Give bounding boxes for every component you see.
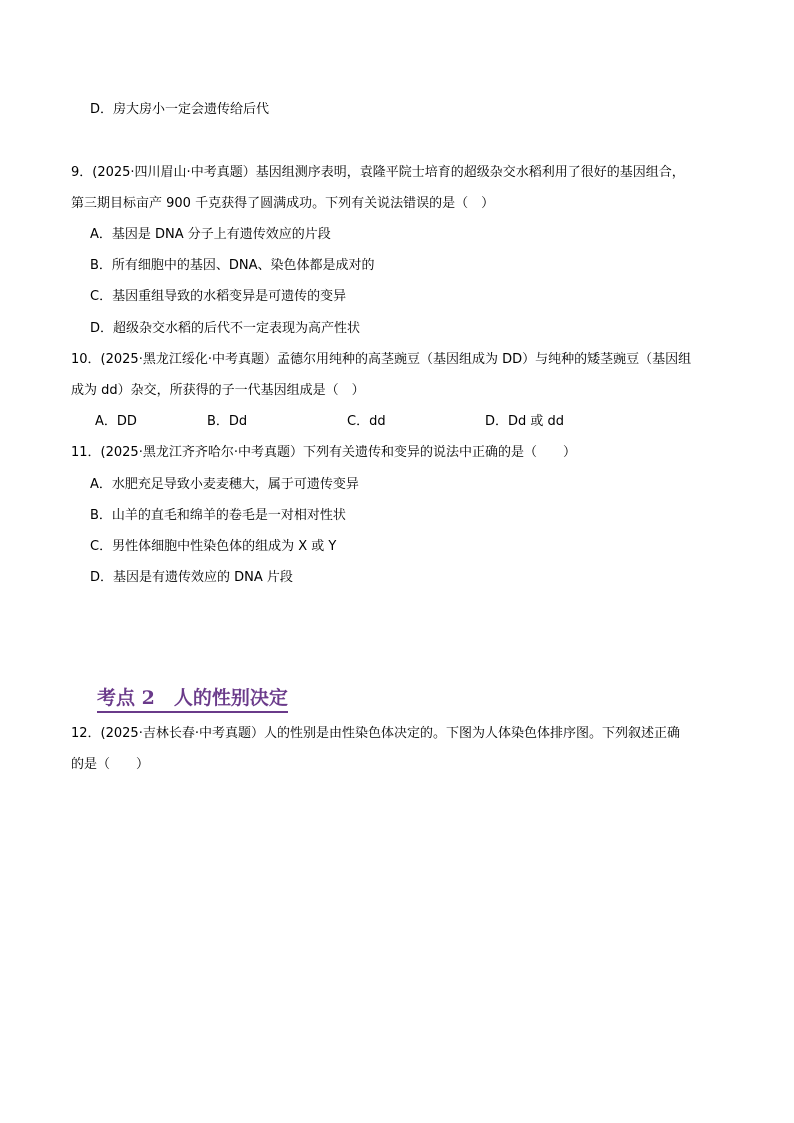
q10-option-b: B．Dd	[207, 414, 248, 429]
q9-option-c: C．基因重组导致的水稻变异是可遗传的变异	[90, 289, 347, 304]
q9-option-a: A．基因是 DNA 分子上有遗传效应的片段	[90, 227, 331, 242]
q11-option-b: B．山羊的直毛和绵羊的卷毛是一对相对性状	[90, 508, 346, 523]
q10-option-c: C．dd	[347, 414, 386, 429]
q9-option-d: D．超级杂交水稻的后代不一定表现为高产性状	[90, 321, 361, 336]
q11-option-d: D．基因是有遗传效应的 DNA 片段	[90, 570, 293, 585]
q10-option-d: D．Dd 或 dd	[485, 414, 565, 429]
section-heading: 考点 2 人的性别决定	[97, 686, 288, 713]
q9-option-b: B．所有细胞中的基因、DNA、染色体都是成对的	[90, 258, 375, 273]
q10-stem-line2: 成为 dd）杂交，所获得的子一代基因组成是（ ）	[71, 383, 365, 398]
q9-stem-line1: 9．(2025·四川眉山·中考真题）基因组测序表明，袁隆平院士培育的超级杂交水稻利用了很好的基因组合，	[71, 165, 685, 180]
q11-option-a: A．水肥充足导致小麦麦穗大，属于可遗传变异	[90, 477, 359, 492]
q11-option-c: C．男性体细胞中性染色体的组成为 X 或 Y	[90, 539, 337, 554]
q8-option-d: D．房大房小一定会遗传给后代	[90, 102, 270, 117]
q9-stem-line2: 第三期目标亩产 900 千克获得了圆满成功。下列有关说法错误的是（ ）	[71, 196, 495, 211]
q12-stem-line2: 的是（ ）	[71, 757, 150, 772]
q12-stem-line1: 12．(2025·吉林长春·中考真题）人的性别是由性染色体决定的。下图为人体染色体排序图。下列叙述正确	[71, 726, 680, 741]
q10-option-a: A．DD	[95, 414, 137, 429]
q10-stem-line1: 10．(2025·黑龙江绥化·中考真题）孟德尔用纯种的高茎豌豆（基因组成为 DD）与纯种的矮茎豌豆（基因组	[71, 352, 692, 367]
q11-stem-line1: 11．(2025·黑龙江齐齐哈尔·中考真题）下列有关遗传和变异的说法中正确的是（ ）	[71, 445, 576, 460]
